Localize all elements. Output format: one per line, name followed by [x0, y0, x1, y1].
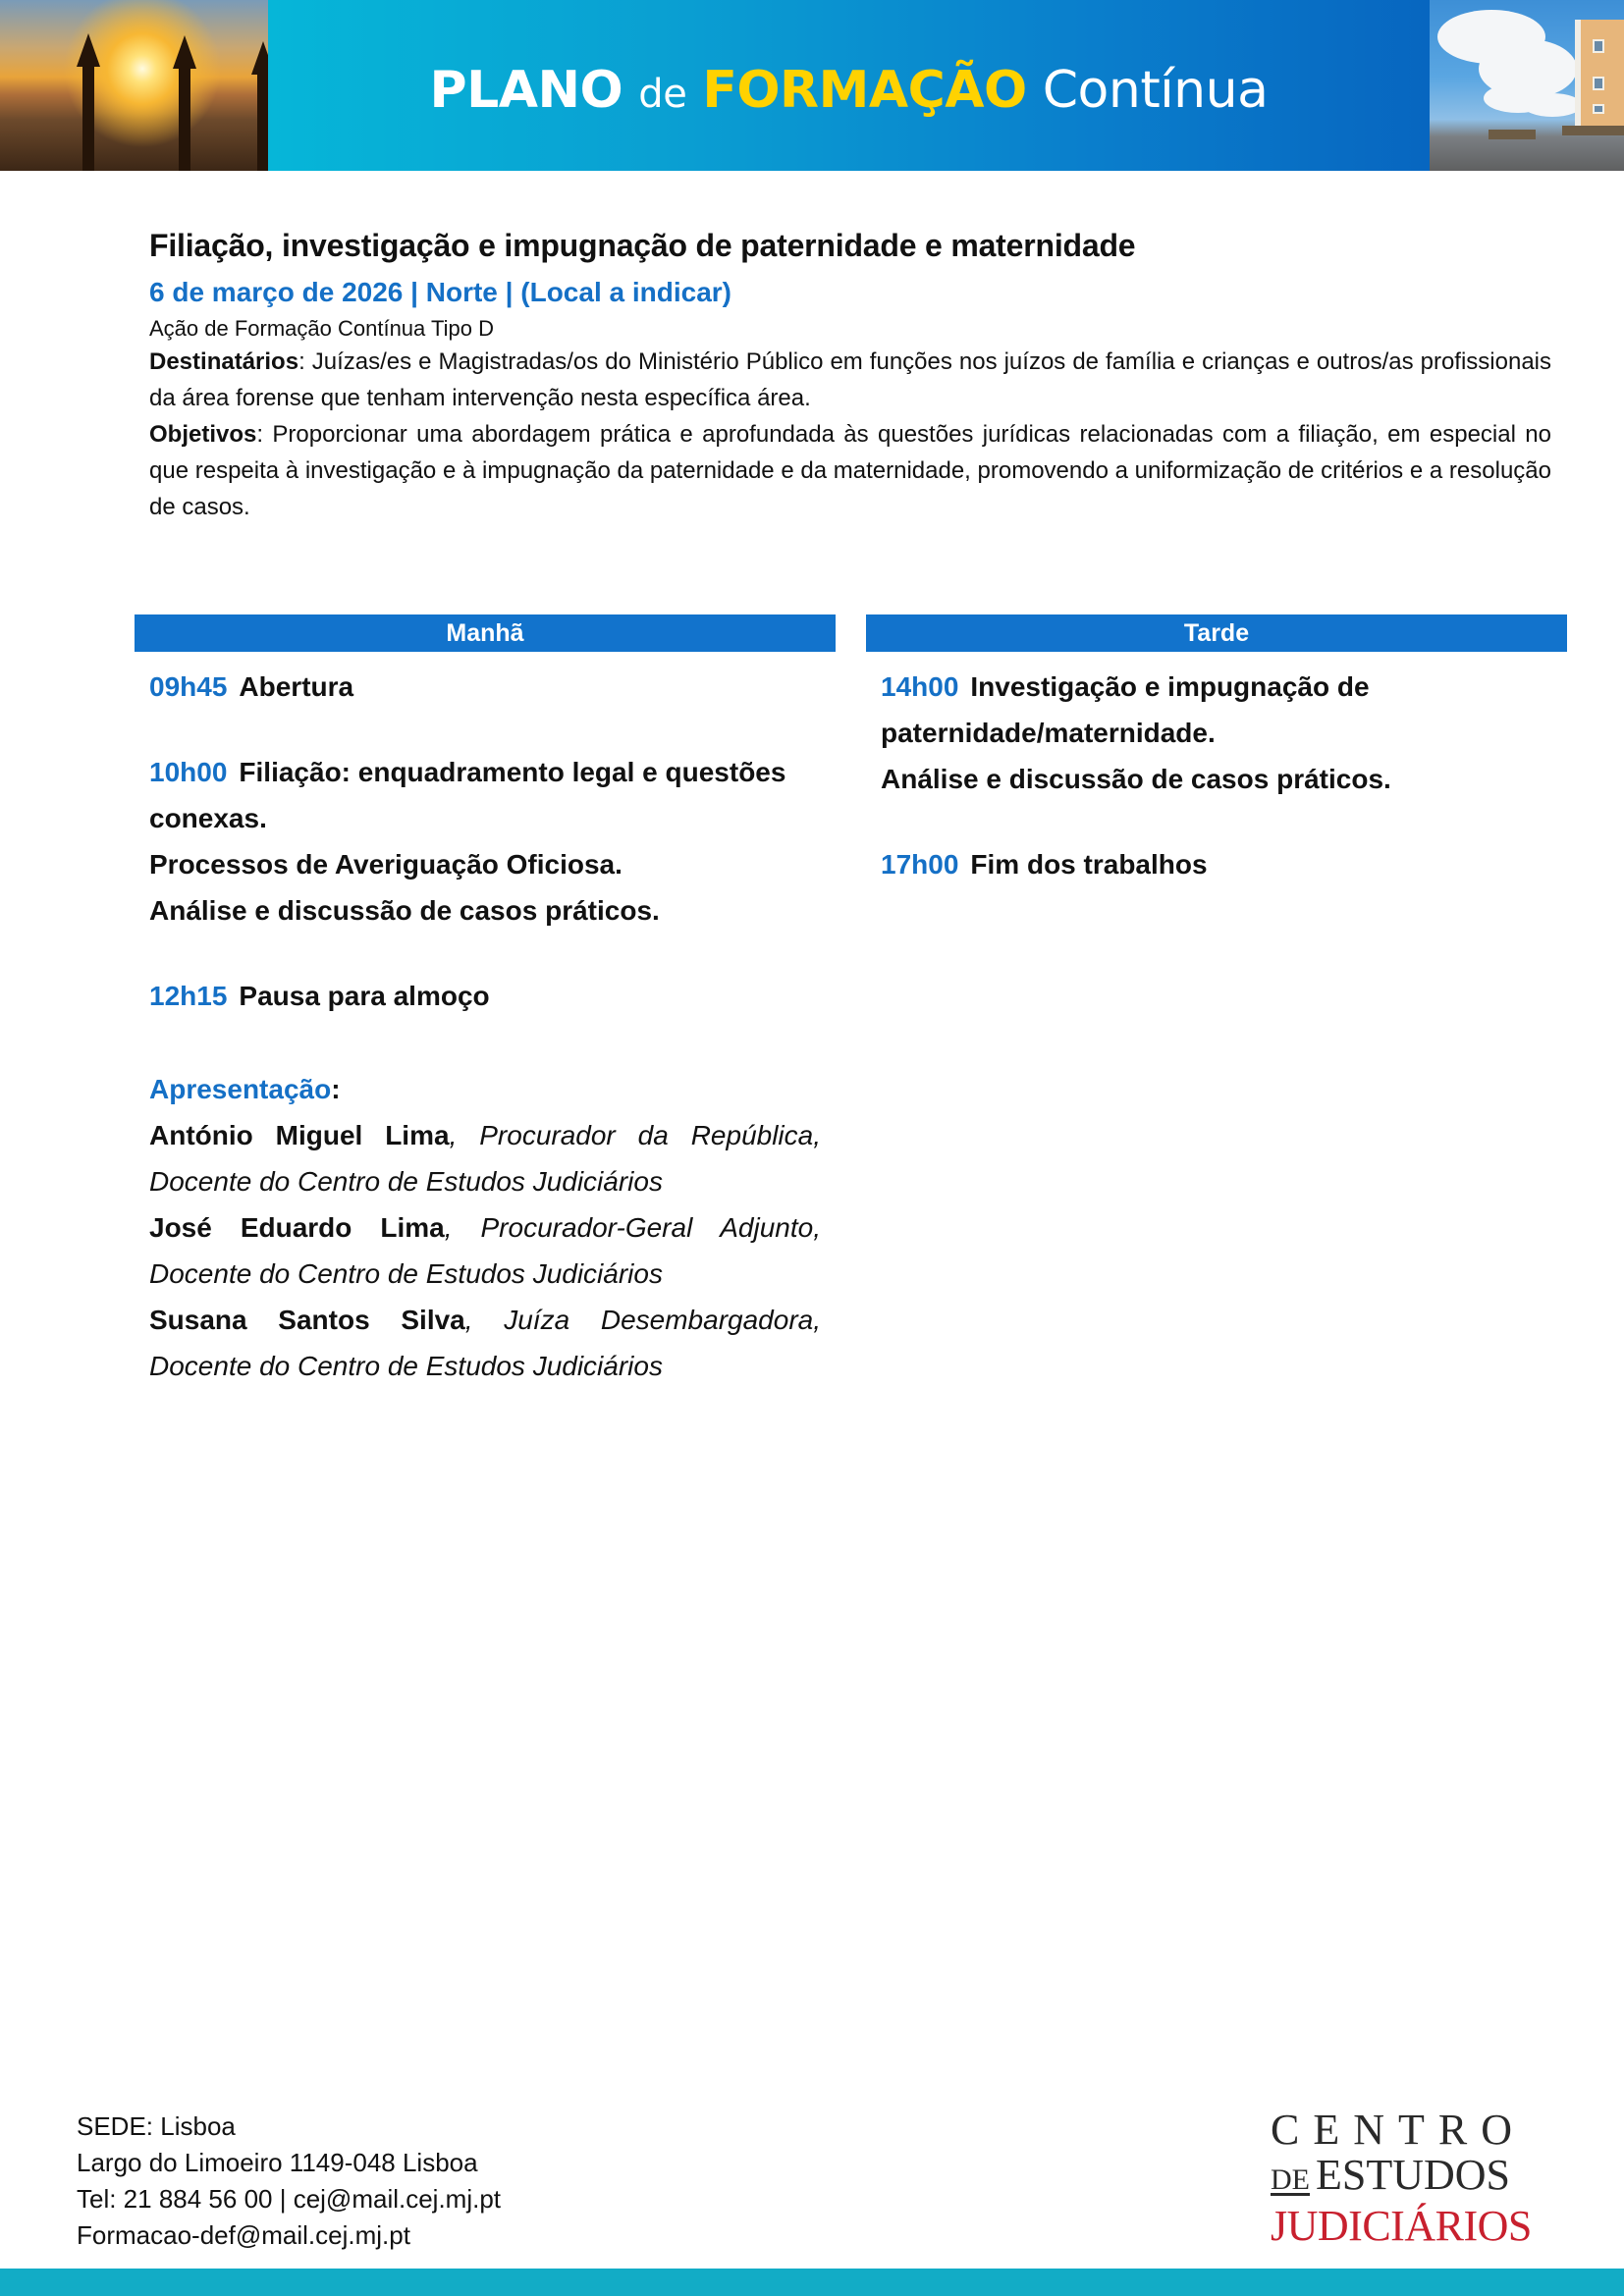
- banner-title-de: de: [638, 72, 687, 117]
- schedule-time: 12h15: [149, 981, 228, 1011]
- logo-judiciarios: JUDICIÁRIOS: [1271, 2202, 1532, 2250]
- banner-title-area: [268, 0, 1430, 171]
- contact-info: [77, 2109, 501, 2254]
- schedule-text: Análise e discussão de casos práticos.: [881, 764, 1391, 794]
- schedule-item: [149, 749, 821, 934]
- speaker-role: , Procurador-Geral Adjunto, Docente do Centro de Estudos Judiciários: [149, 1212, 821, 1289]
- objectives-paragraph: [149, 416, 1551, 525]
- schedule-item: [881, 664, 1552, 802]
- contact-line-address: Largo do Limoeiro 1149-048 Lisboa: [77, 2148, 478, 2177]
- course-date-location: 6 de março de 2026 | Norte | (Local a indicar): [149, 277, 731, 307]
- speaker-entry: [149, 1204, 821, 1297]
- morning-header: Manhã: [135, 614, 836, 652]
- schedule-item: [149, 664, 821, 710]
- schedule-text: Abertura: [239, 671, 354, 702]
- schedule-time: 09h45: [149, 671, 228, 702]
- gate-spike-icon: [257, 71, 268, 171]
- audience-text: : Juízas/es e Magistradas/os do Ministério Público em funções nos juízos de família e crianças e outros/as profissionais da área forense que tenham intervenção nesta específica área.: [149, 348, 1551, 411]
- logo-estudos-text: ESTUDOS: [1316, 2151, 1511, 2199]
- logo-de: DE: [1271, 2163, 1310, 2196]
- contact-line-phone-email[interactable]: Tel: 21 884 56 00 | cej@mail.cej.mj.pt: [77, 2184, 502, 2214]
- cej-logo: [1271, 2106, 1532, 2250]
- header-banner: [0, 0, 1624, 171]
- speaker-entry: [149, 1112, 821, 1204]
- presentation-label: Apresentação: [149, 1074, 332, 1104]
- course-title: Filiação, investigação e impugnação de paternidade e maternidade: [149, 228, 1136, 263]
- bench-shape: [1489, 130, 1536, 139]
- building-photo: [1430, 0, 1624, 171]
- window-shape: [1593, 104, 1604, 114]
- banner-title: [268, 61, 1430, 120]
- contact-line-sede: SEDE: Lisboa: [77, 2111, 236, 2141]
- schedule-time: 10h00: [149, 757, 228, 787]
- banner-title-formacao: FORMAÇÃO: [702, 61, 1027, 120]
- objectives-label: Objetivos: [149, 421, 257, 448]
- logo-centro: CENTRO: [1271, 2106, 1526, 2154]
- cloud-shape: [1523, 93, 1582, 117]
- schedule-time: 17h00: [881, 849, 959, 880]
- banner-title-continua: Contínua: [1042, 61, 1269, 120]
- schedule-text: Processos de Averiguação Oficiosa.: [149, 849, 623, 880]
- speaker-name: António Miguel Lima: [149, 1120, 450, 1150]
- building-shape: [1575, 20, 1624, 133]
- footer-bar: [0, 2269, 1624, 2296]
- contact-line-training-email[interactable]: Formacao-def@mail.cej.mj.pt: [77, 2220, 410, 2250]
- afternoon-column: [866, 614, 1567, 887]
- morning-column: [135, 614, 836, 1389]
- sunset-gate-photo: [0, 0, 268, 171]
- logo-estudos: [1271, 2152, 1532, 2204]
- schedule-item: [149, 973, 821, 1019]
- schedule-text: Fim dos trabalhos: [970, 849, 1208, 880]
- speaker-name: Susana Santos Silva: [149, 1305, 465, 1335]
- gate-spike-icon: [82, 63, 94, 171]
- schedule-text: Investigação e impugnação de paternidade/maternidade.: [881, 671, 1370, 748]
- objectives-text: : Proporcionar uma abordagem prática e aprofundada às questões jurídicas relacionadas com a filiação, em especial no que respeita à investigação e à impugnação da paternidade e da maternidade, promovendo a uniformização de critérios e a resolução de casos.: [149, 421, 1551, 520]
- schedule-item: [881, 841, 1552, 887]
- speaker-role: , Juíza Desembargadora, Docente do Centro de Estudos Judiciários: [149, 1305, 821, 1381]
- course-type: Ação de Formação Contínua Tipo D: [149, 316, 494, 341]
- window-shape: [1593, 39, 1604, 53]
- window-shape: [1593, 77, 1604, 90]
- presentation-colon: :: [331, 1074, 341, 1104]
- audience-paragraph: [149, 344, 1551, 416]
- gate-spike-icon: [179, 65, 190, 171]
- schedule-time: 14h00: [881, 671, 959, 702]
- bench-shape: [1562, 126, 1624, 135]
- speaker-name: José Eduardo Lima: [149, 1212, 445, 1243]
- audience-label: Destinatários: [149, 348, 299, 375]
- speaker-entry: [149, 1297, 821, 1389]
- course-info: [149, 224, 1551, 525]
- morning-schedule: [135, 652, 836, 1389]
- afternoon-header: Tarde: [866, 614, 1567, 652]
- presentation-heading: [149, 1066, 821, 1112]
- banner-title-plano: PLANO: [429, 61, 623, 120]
- schedule-text: Filiação: enquadramento legal e questões conexas.: [149, 757, 786, 833]
- schedule-text: Análise e discussão de casos práticos.: [149, 895, 660, 926]
- afternoon-schedule: [866, 652, 1567, 887]
- speaker-role: , Procurador da República, Docente do Centro de Estudos Judiciários: [149, 1120, 822, 1197]
- schedule-text: Pausa para almoço: [239, 981, 490, 1011]
